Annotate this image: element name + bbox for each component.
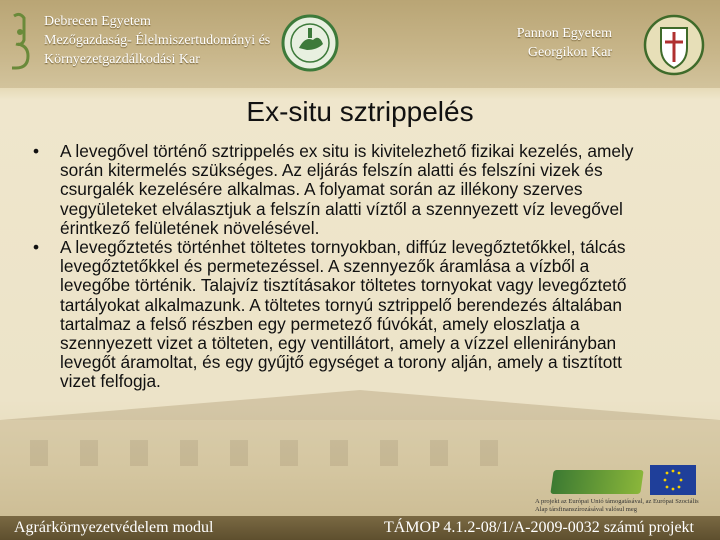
university-name	[44, 12, 270, 69]
eu-funding-caption: A projekt az Európai Unió támogatásával, az Európai Szociális Alap társfinanszírozásával valósul meg	[535, 498, 699, 513]
shield-crest-icon	[643, 12, 705, 78]
partner-university-name	[517, 24, 612, 62]
footer-project-id: TÁMOP 4.1.2-08/1/A-2009-0032 számú projekt	[383, 519, 694, 536]
university-line-1: Debrecen Egyetem	[44, 14, 151, 29]
uj-magyarorszag-logo	[550, 470, 643, 494]
partner-line-1: Pannon Egyetem	[516, 26, 612, 41]
bullet-text: A levegővel történő sztrippelés ex situ is kivitelezhető fizikai kezelés, amely során kitermelés szükséges. Az eljárás felszín alatti és felszíni vizek és csurgalék kezelésére alkalmas. A folyamat során az illékony szerves vegyületeket elválasztjuk a felszín alatti víztől a szennyezett víz levegővel érintkező felületének növelésével.	[60, 141, 634, 238]
bullet-marker: •	[33, 237, 40, 258]
footer-bar	[0, 516, 720, 540]
eu-flag-icon	[650, 465, 696, 495]
circular-seal-icon	[281, 14, 339, 72]
list-item	[33, 142, 653, 238]
university-line-2: Mezőgazdaság- Élelmiszertudományi és	[44, 33, 271, 48]
footer-module-name: Agrárkörnyezetvédelem modul	[14, 519, 214, 536]
university-line-3: Környezetgazdálkodási Kar	[44, 52, 200, 67]
header-banner	[0, 0, 720, 88]
university-monogram-icon	[6, 10, 36, 72]
list-item	[33, 238, 653, 392]
bullet-list	[33, 142, 653, 392]
bullet-marker: •	[33, 141, 40, 161]
slide-title: Ex-situ sztrippelés	[246, 96, 474, 127]
bullet-text: A levegőztetés történhet töltetes tornyokban, diffúz levegőztetőkkel, tálcás levegőztetőkkel és permetezéssel. A szennyezők áramlása a vízből a levegőbe történik. Talajvíz tisztításakor töltetes tornyokat vagy levegőztető tartályokat alkalmazunk. A töltetes tornyú sztrippelő berendezés általában tartalmaz a felső részben egy permetező fúvókát, amely eloszlatja a szennyezett vizet a tölteten, egy ventillátort, amely a vízzel ellenirányban levegőt áramoltat, és egy gyűjtő egységet a torony alján, amely a tisztított vizet felfogja.	[60, 237, 627, 392]
partner-line-2: Georgikon Kar	[527, 45, 612, 60]
